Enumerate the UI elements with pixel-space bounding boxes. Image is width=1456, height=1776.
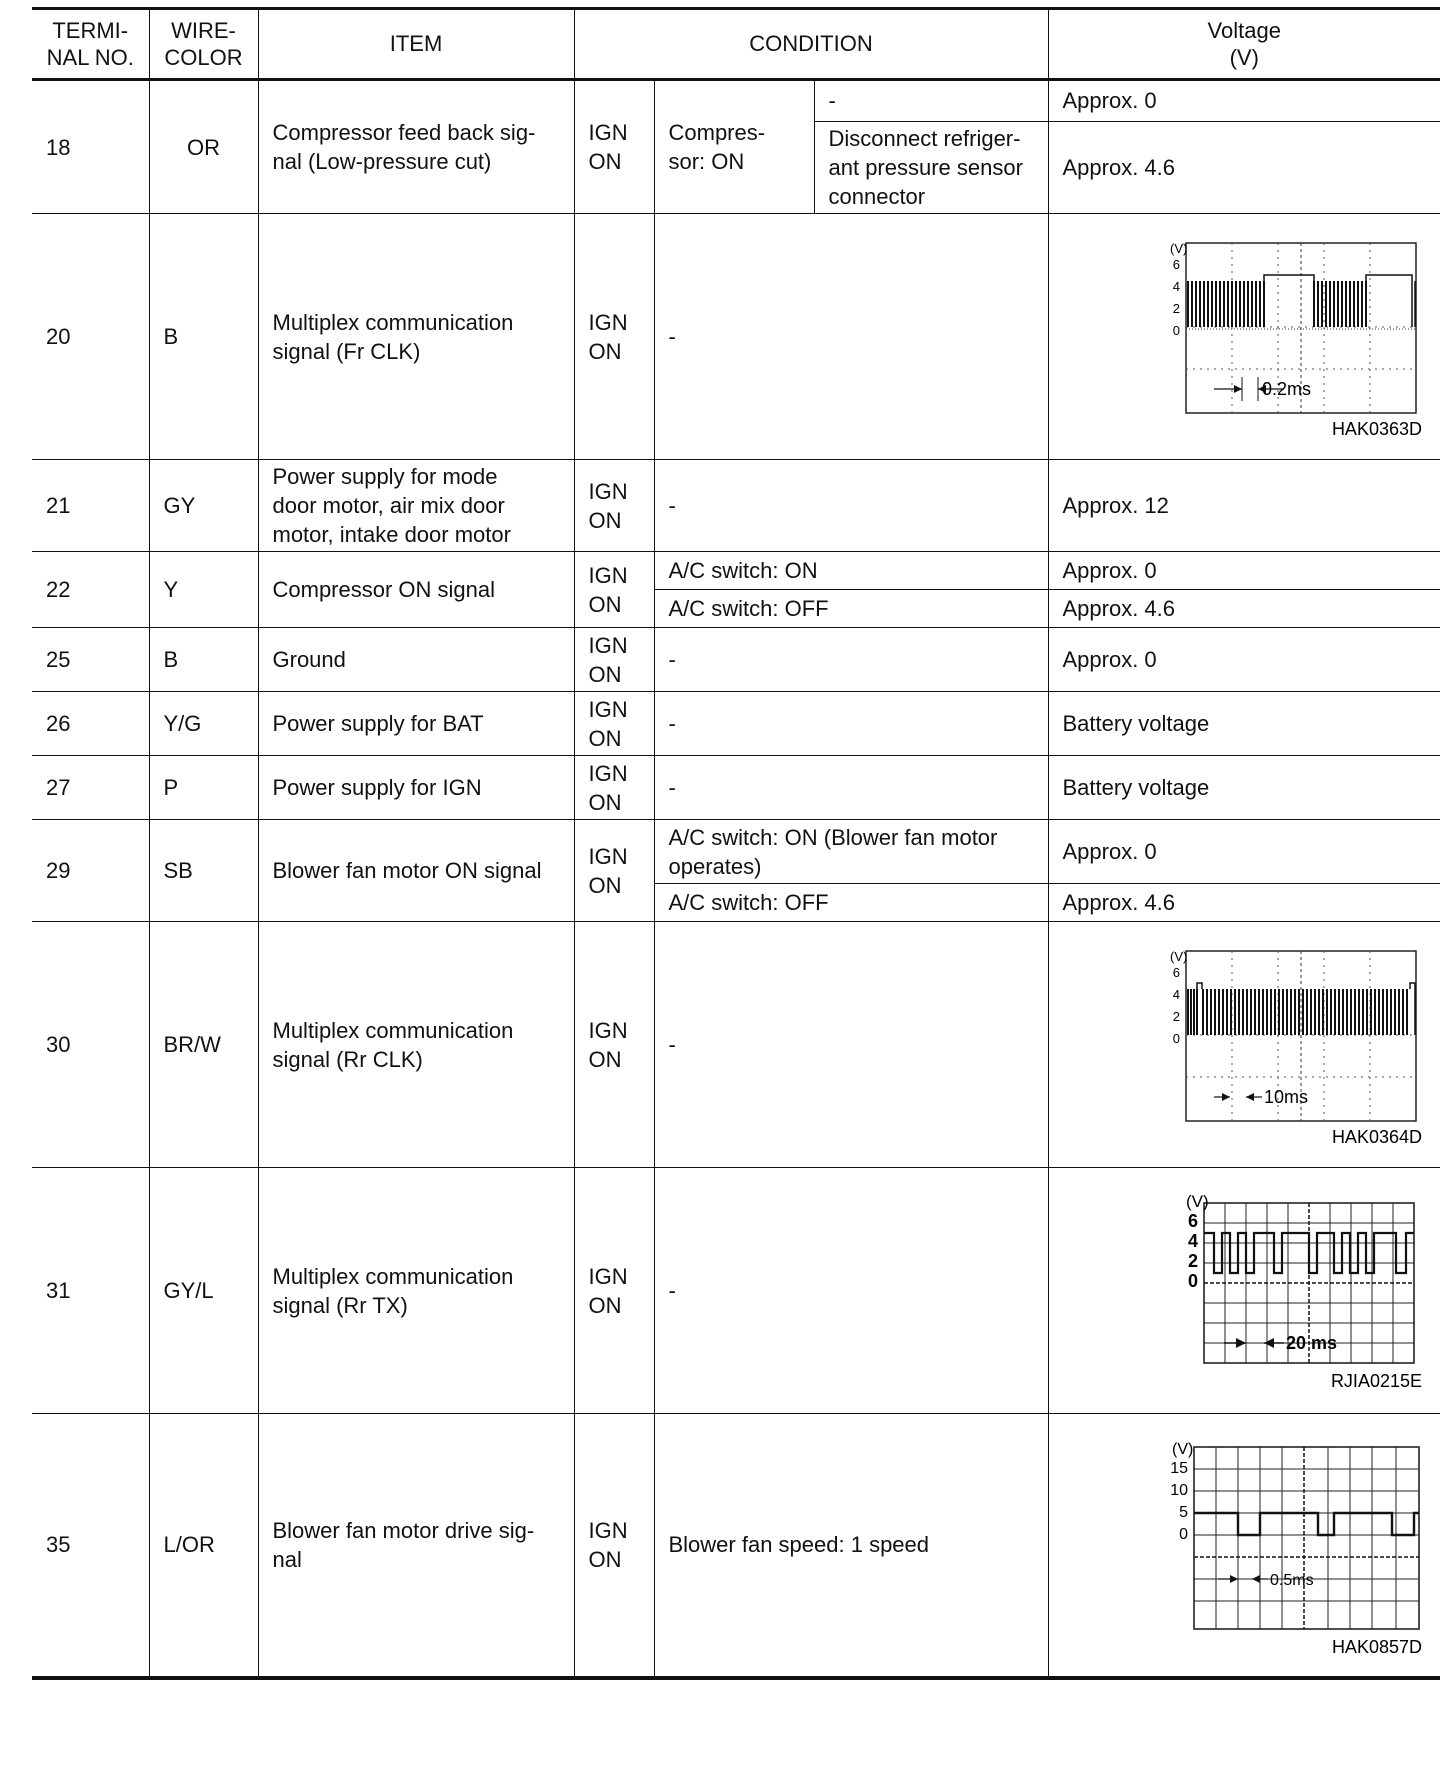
table-row [32,214,1440,460]
terminal-cell: 25 [32,628,149,692]
item-cell: Power supply for BAT [258,692,574,756]
voltage-cell: Battery voltage [1048,692,1440,756]
item-cell: Multiplex communication signal (Rr TX) [258,1168,574,1414]
table-row [32,922,1440,1168]
item-cell: Blower fan motor drive sig- nal [258,1414,574,1678]
figure-code: HAK0364D [1331,1126,1422,1147]
condition-cell: A/C switch: OFF [654,590,1048,628]
waveform-unit-label: (V) [1170,948,1188,964]
voltage-waveform-cell [1048,922,1440,1168]
condition-cell: A/C switch: ON [654,552,1048,590]
y-tick-label: 5 [1179,1503,1188,1521]
waveform-blower-drive [1134,1437,1424,1657]
header-wire-color: WIRE- COLOR [149,9,258,80]
terminal-cell: 29 [32,820,149,922]
y-tick-label: 15 [1170,1459,1188,1477]
table-row [32,692,1440,756]
y-tick-label: 0 [1187,1270,1198,1291]
table-row [32,628,1440,692]
table-row [32,1414,1440,1678]
item-cell: Blower fan motor ON signal [258,820,574,922]
condition-cell: - [654,1168,1048,1414]
waveform-fr-clk [1134,239,1424,439]
item-cell: Multiplex communication signal (Rr CLK) [258,922,574,1168]
voltage-cell: Approx. 4.6 [1048,590,1440,628]
ign-cell: IGN ON [574,756,654,820]
ign-cell: IGN ON [574,214,654,460]
waveform-rr-tx [1134,1193,1424,1393]
time-scale-label: 20 ms [1286,1332,1338,1353]
table-row [32,460,1440,552]
y-tick-label: 4 [1187,1230,1198,1251]
table-row [32,756,1440,820]
y-tick-label: 2 [1172,1008,1180,1024]
terminal-spec-table [32,7,1440,1680]
wire-color-cell: GY [149,460,258,552]
header-item: ITEM [258,9,574,80]
figure-code: RJIA0215E [1330,1370,1422,1391]
table-row [32,1168,1440,1414]
ign-cell: IGN ON [574,552,654,628]
table-row [32,552,1440,590]
terminal-cell: 20 [32,214,149,460]
time-scale-label: 0.5ms [1270,1571,1314,1589]
item-cell: Compressor ON signal [258,552,574,628]
terminal-cell: 21 [32,460,149,552]
wire-color-cell: SB [149,820,258,922]
ign-cell: IGN ON [574,1168,654,1414]
item-cell: Power supply for mode door motor, air mix door motor, intake door motor [258,460,574,552]
condition-sub-cell: - [814,80,1048,122]
condition-cell: - [654,922,1048,1168]
condition-cell: A/C switch: ON (Blower fan motor operates) [654,820,1048,884]
item-cell: Power supply for IGN [258,756,574,820]
terminal-cell: 26 [32,692,149,756]
wire-color-cell: B [149,628,258,692]
voltage-cell: Approx. 12 [1048,460,1440,552]
terminal-cell: 18 [32,80,149,214]
wire-color-cell: Y/G [149,692,258,756]
wire-color-cell: GY/L [149,1168,258,1414]
y-tick-label: 0 [1172,1030,1180,1046]
header-condition: CONDITION [574,9,1048,80]
voltage-cell: Approx. 0 [1048,628,1440,692]
voltage-waveform-cell [1048,1168,1440,1414]
time-scale-label: 10ms [1264,1086,1309,1107]
y-tick-label: 6 [1172,964,1180,980]
y-tick-label: 0 [1179,1525,1188,1543]
wire-color-cell: B [149,214,258,460]
figure-code: HAK0363D [1331,418,1422,439]
terminal-cell: 27 [32,756,149,820]
y-tick-label: 4 [1172,278,1180,294]
y-tick-label: 6 [1187,1210,1198,1231]
wire-color-cell: OR [149,80,258,214]
condition-cell: - [654,756,1048,820]
y-tick-label: 6 [1172,256,1180,272]
y-tick-label: 2 [1187,1250,1198,1271]
y-tick-label: 10 [1170,1481,1188,1499]
terminal-cell: 35 [32,1414,149,1678]
waveform-unit-label: (V) [1170,240,1188,256]
wire-color-cell: L/OR [149,1414,258,1678]
item-cell: Ground [258,628,574,692]
header-voltage: Voltage (V) [1048,9,1440,80]
condition-cell: - [654,628,1048,692]
voltage-cell: Approx. 4.6 [1048,122,1440,214]
y-tick-label: 2 [1172,300,1180,316]
voltage-waveform-cell [1048,214,1440,460]
header-row [32,9,1440,80]
voltage-cell: Approx. 0 [1048,80,1440,122]
wire-color-cell: Y [149,552,258,628]
voltage-cell: Approx. 0 [1048,820,1440,884]
table-row [32,820,1440,884]
voltage-cell: Approx. 4.6 [1048,884,1440,922]
condition-cell: - [654,692,1048,756]
condition-cell: A/C switch: OFF [654,884,1048,922]
voltage-cell: Battery voltage [1048,756,1440,820]
condition-cell: Compres- sor: ON [654,80,814,214]
y-tick-label: 0 [1172,322,1180,338]
wire-color-cell: P [149,756,258,820]
terminal-cell: 22 [32,552,149,628]
ign-cell: IGN ON [574,692,654,756]
voltage-waveform-cell [1048,1414,1440,1678]
terminal-cell: 31 [32,1168,149,1414]
waveform-rr-clk [1134,947,1424,1147]
condition-sub-cell: Disconnect refriger- ant pressure sensor connector [814,122,1048,214]
waveform-unit-label: (V) [1186,1192,1209,1211]
ign-cell: IGN ON [574,460,654,552]
voltage-cell: Approx. 0 [1048,552,1440,590]
condition-cell: - [654,460,1048,552]
ign-cell: IGN ON [574,80,654,214]
header-terminal-no: TERMI- NAL NO. [32,9,149,80]
table-row [32,80,1440,122]
condition-cell: - [654,214,1048,460]
ign-cell: IGN ON [574,628,654,692]
item-cell: Multiplex communication signal (Fr CLK) [258,214,574,460]
ign-cell: IGN ON [574,922,654,1168]
condition-cell: Blower fan speed: 1 speed [654,1414,1048,1678]
ign-cell: IGN ON [574,1414,654,1678]
time-scale-label: 0.2ms [1262,378,1312,399]
terminal-cell: 30 [32,922,149,1168]
y-tick-label: 4 [1172,986,1180,1002]
waveform-unit-label: (V) [1172,1440,1194,1458]
wire-color-cell: BR/W [149,922,258,1168]
figure-code: HAK0857D [1331,1636,1422,1657]
item-cell: Compressor feed back sig- nal (Low-pressure cut) [258,80,574,214]
ign-cell: IGN ON [574,820,654,922]
